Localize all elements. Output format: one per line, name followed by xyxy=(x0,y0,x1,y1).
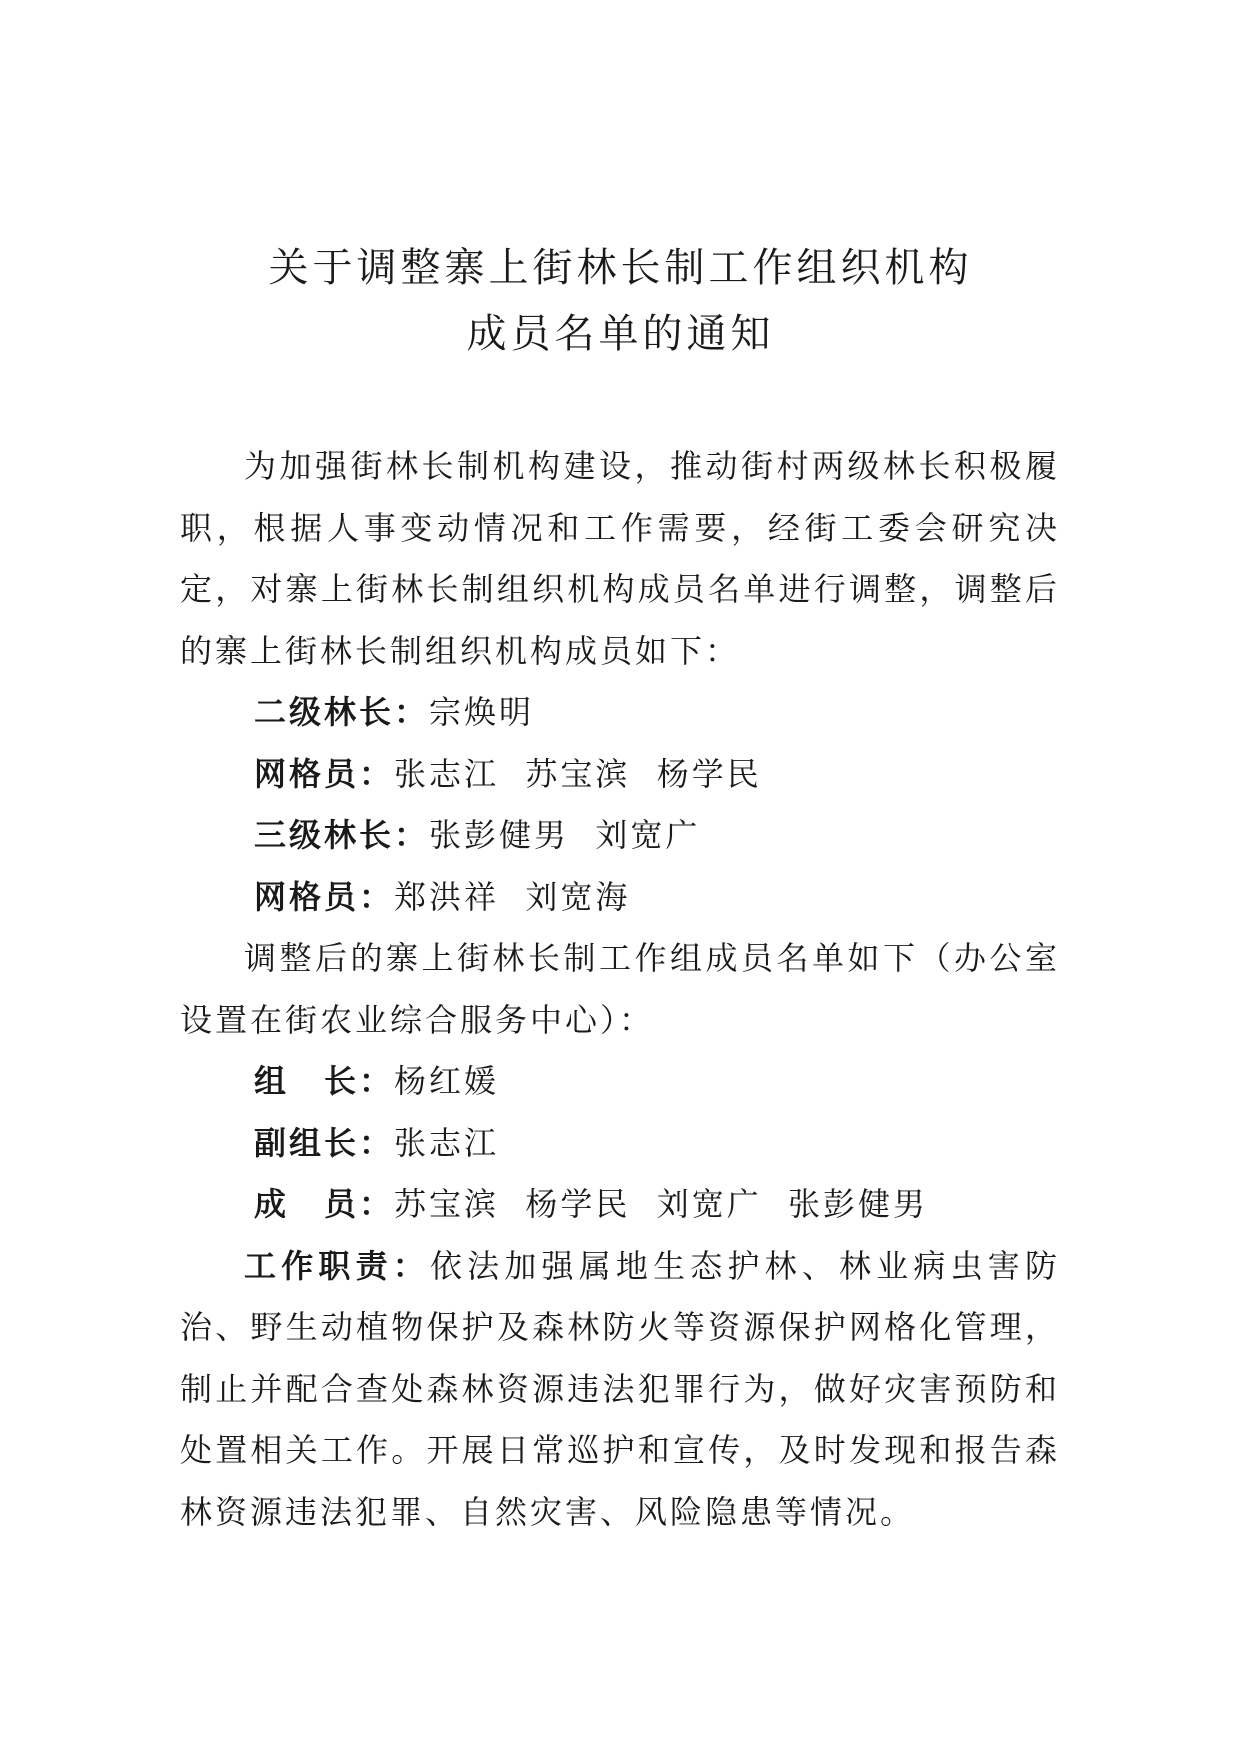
workgroup-member-line xyxy=(180,1113,1060,1175)
org-member-names: 张志江 苏宝滨 杨学民 xyxy=(394,754,762,793)
org-member-names: 宗焕明 xyxy=(429,693,535,731)
duties-paragraph xyxy=(180,1236,1060,1544)
workgroup-member-line xyxy=(180,1174,1060,1236)
document-title-line-1: 关于调整寨上街林长制工作组织机构 xyxy=(268,245,973,291)
org-member-role: 二级林长： xyxy=(254,693,430,731)
org-member-line xyxy=(180,744,1060,806)
document-body xyxy=(180,436,1060,1543)
workgroup-member-names: 苏宝滨 杨学民 刘宽广 张彭健男 xyxy=(394,1185,929,1223)
org-member-role: 网格员： xyxy=(254,877,395,916)
org-member-role: 网格员： xyxy=(254,754,395,793)
workgroup-member-names: 杨红媛 xyxy=(394,1062,500,1100)
org-member-names: 郑洪祥 刘宽海 xyxy=(394,877,631,916)
workgroup-member-role: 副组长： xyxy=(254,1123,395,1162)
workgroup-member-role: 组 长： xyxy=(254,1062,395,1100)
workgroup-paragraph: 调整后的寨上街林长制工作组成员名单如下（办公室设置在街农业综合服务中心）： xyxy=(180,939,1060,1039)
document-title-line-2: 成员名单的通知 xyxy=(466,311,775,357)
org-member-line xyxy=(180,682,1060,744)
intro-paragraph: 为加强街林长制机构建设，推动街村两级林长积极履职，根据人事变动情况和工作需要，经街工委会研究决定，对寨上街林长制组织机构成员名单进行调整，调整后的寨上街林长制组织机构成员如下： xyxy=(180,447,1060,670)
org-member-names: 张彭健男 刘宽广 xyxy=(429,816,701,854)
duties-text: 依法加强属地生态护林、林业病虫害防治、野生动植物保护及森林防火等资源保护网格化管理，制止并配合查处森林资源违法犯罪行为，做好灾害预防和处置相关工作。开展日常巡护和宣传，及时发现和报告森林资源违法犯罪、自然灾害、风险隐患等情况。 xyxy=(180,1246,1060,1531)
duties-label: 工作职责： xyxy=(244,1246,430,1285)
workgroup-member-line xyxy=(180,1051,1060,1113)
org-member-line xyxy=(180,867,1060,929)
org-member-line xyxy=(180,805,1060,867)
workgroup-member-role: 成 员： xyxy=(254,1185,395,1223)
workgroup-member-names: 张志江 xyxy=(394,1123,500,1162)
org-member-role: 三级林长： xyxy=(254,816,430,854)
